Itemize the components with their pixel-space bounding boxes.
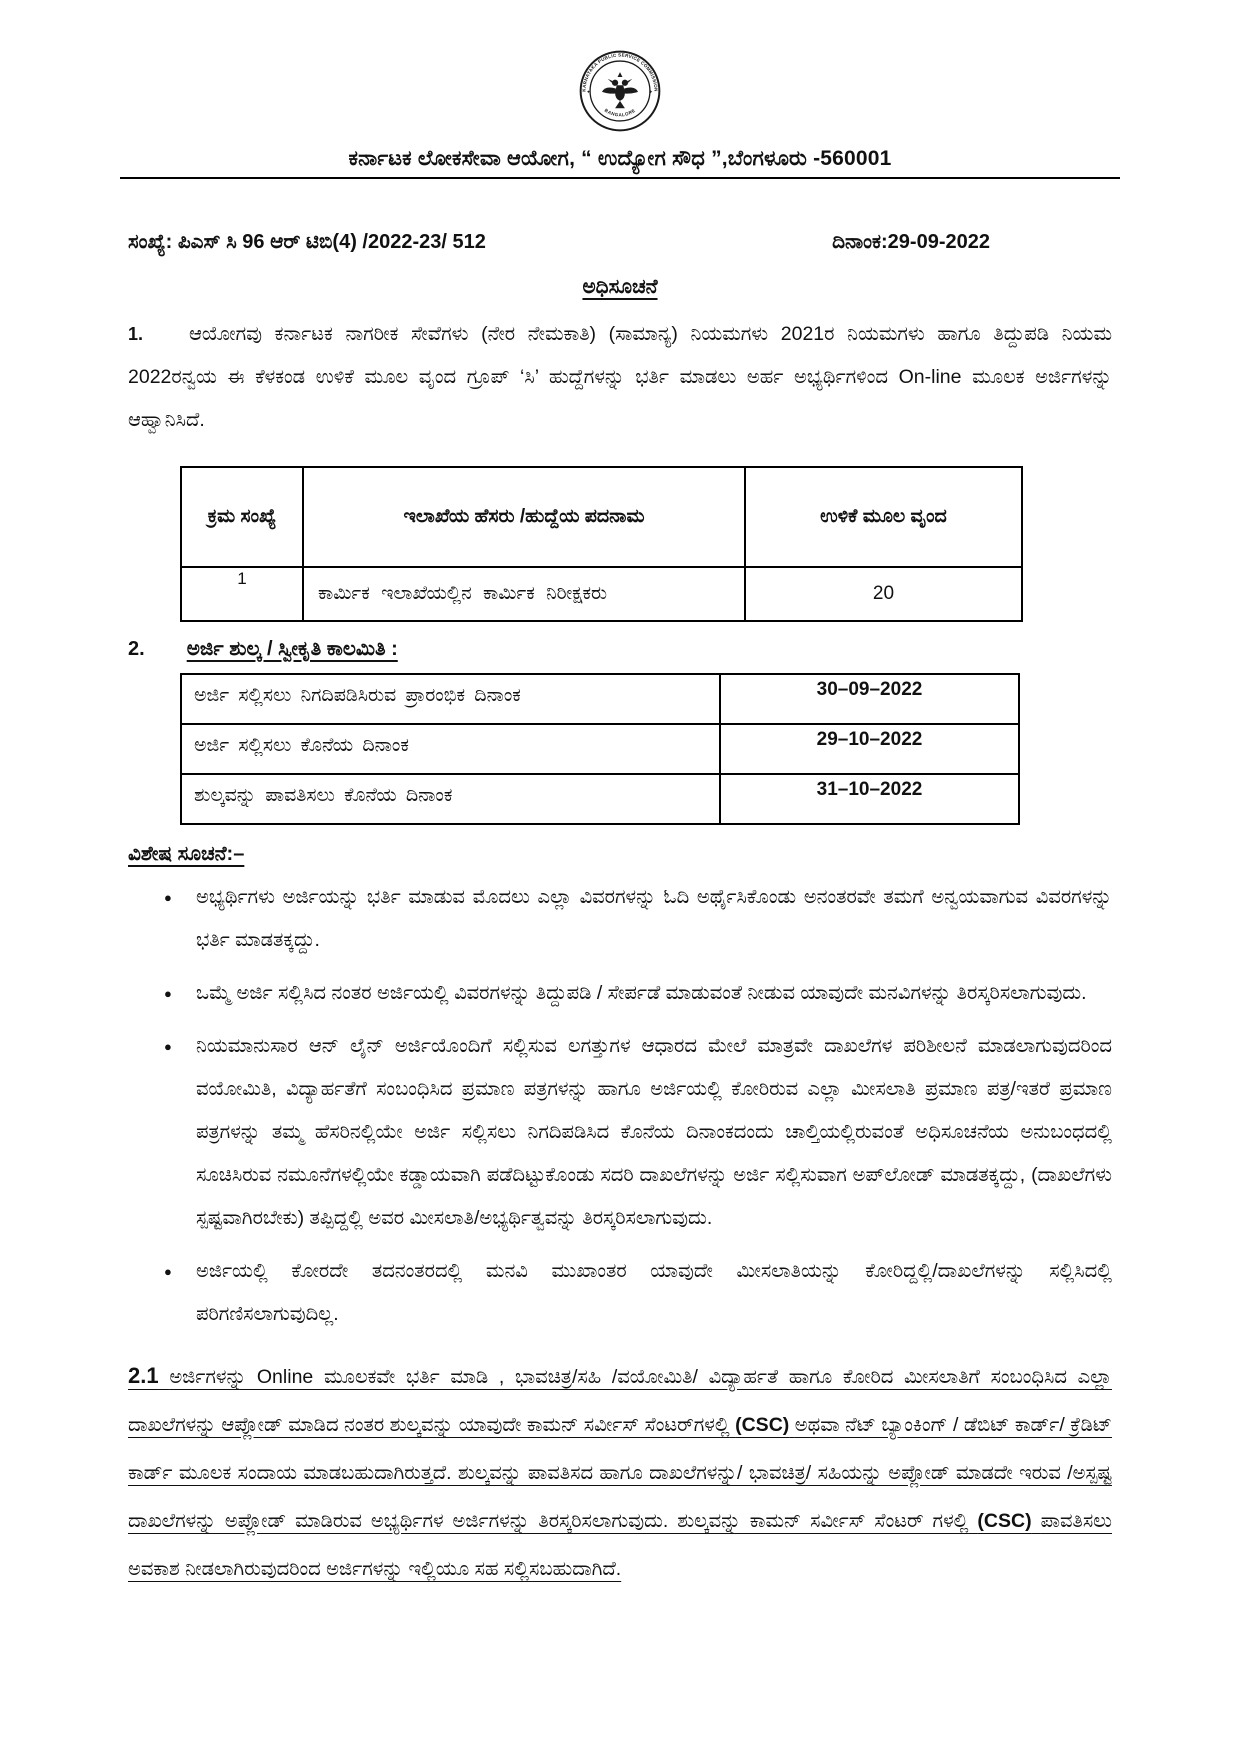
org-header-title: ಕರ್ನಾಟಕ ಲೋಕಸೇವಾ ಆಯೋಗ, “ ಉದ್ಯೋಗ ಸೌಧ ”,ಬೆಂಗಳೂರು -560001 [348,147,892,170]
posts-col-serial-header: ಕ್ರಮ ಸಂಖ್ಯೆ [181,467,303,567]
posts-table-header-row [181,467,1022,567]
seal-right-star-icon: ✦ [648,90,653,96]
header-divider [120,177,1120,179]
paragraph-1-text: ಆಯೋಗವು ಕರ್ನಾಟಕ ನಾಗರೀಕ ಸೇವೆಗಳು (ನೇರ ನೇಮಕಾತಿ) (ಸಾಮಾನ್ಯ) ನಿಯಮಗಳು 2021ರ ನಿಯಮಗಳು ಹಾಗೂ ತಿದ್ದುಪಡಿ ನಿಯಮ 2022ರನ್ವಯ ಈ ಕೆಳಕಂಡ ಉಳಿಕೆ ಮೂಲ ವೃಂದ ಗ್ರೂಪ್ ‘ಸಿ’ ಹುದ್ದೆಗಳನ್ನು ಭರ್ತಿ ಮಾಡಲು ಅರ್ಹ ಅಭ್ಯರ್ಥಿಗಳಿಂದ On-line ಮೂಲಕ ಅರ್ಜಿಗಳನ್ನು ಆಹ್ವಾನಿಸಿದೆ. [128,323,1112,431]
posts-col-vacancy-header: ಉಳಿಕೆ ಮೂಲ ವೃಂದ [745,467,1022,567]
special-note-text: ಅರ್ಜಿಯಲ್ಲಿ ಕೋರದೇ ತದನಂತರದಲ್ಲಿ ಮನವಿ ಮುಖಾಂತರ ಯಾವುದೇ ಮೀಸಲಾತಿಯನ್ನು ಕೋರಿದ್ದಲ್ಲಿ/ದಾಖಲೆಗಳನ್ನು ಸಲ್ಲಿಸಿದಲ್ಲಿ ಪರಿಗಣಿಸಲಾಗುವುದಿಲ್ಲ. [196,1260,1112,1325]
reference-number: ಸಂಖ್ಯೆ: ಪಿಎಸ್ ಸಿ 96 ಆರ್ ಟಿಬಿ(4) /2022-23/ 512 [128,231,486,253]
dates-table [180,673,1020,825]
posts-table [180,466,1023,622]
paragraph-1-number: 1. [128,324,144,344]
section-2-1-text: ಅರ್ಜಿಗಳನ್ನು Online ಮೂಲಕವೇ ಭರ್ತಿ ಮಾಡಿ , ಭಾವಚಿತ್ರ/ಸಹಿ /ವಯೋಮಿತಿ/ ವಿದ್ಯಾರ್ಹತೆ ಹಾಗೂ ಕೋರಿದ ಮೀಸಲಾತಿಗೆ ಸಂಬಂಧಿಸಿದ ಎಲ್ಲಾ ದಾಖಲೆಗಳನ್ನು ಆಪ್ಲೋಡ್ ಮಾಡಿದ ನಂತರ ಶುಲ್ಕವನ್ನು ಯಾವುದೇ ಕಾಮನ್ ಸರ್ವೀಸ್ ಸೆಂಟರ್‌ಗಳಲ್ಲಿ [128,1366,1113,1436]
start-date-value: 30–09–2022 [720,674,1019,724]
special-note-list [128,876,1112,1336]
post-serial-cell: 1 [181,567,303,621]
dates-table-row [181,674,1019,724]
last-date-value: 29–10–2022 [720,724,1019,774]
paragraph-1 [128,313,1112,442]
special-note-heading: ವಿಶೇಷ ಸೂಚನೆ:– [128,843,245,865]
reference-row [128,231,1112,254]
csc-abbreviation: (CSC) [735,1414,790,1436]
post-vacancy-cell: 20 [745,567,1022,621]
notification-date: ದಿನಾಂಕ:29-09-2022 [832,231,990,253]
seal-left-star-icon: ✦ [586,90,591,96]
kpsc-seal-icon [579,50,661,132]
special-note-text: ಅಭ್ಯರ್ಥಿಗಳು ಅರ್ಜಿಯನ್ನು ಭರ್ತಿ ಮಾಡುವ ಮೊದಲು ಎಲ್ಲಾ ವಿವರಗಳನ್ನು ಓದಿ ಅರ್ಥೈಸಿಕೊಂಡು ಅನಂತರವೇ ತಮಗೆ ಅನ್ವಯವಾಗುವ ವಿವರಗಳನ್ನು ಭರ್ತಿ ಮಾಡತಕ್ಕದ್ದು. [196,886,1112,951]
bullet-dot-icon: ● [164,890,172,905]
special-note-text: ಒಮ್ಮೆ ಅರ್ಜಿ ಸಲ್ಲಿಸಿದ ನಂತರ ಅರ್ಜಿಯಲ್ಲಿ ವಿವರಗಳನ್ನು ತಿದ್ದುಪಡಿ / ಸೇರ್ಪಡೆ ಮಾಡುವಂತೆ ನೀಡುವ ಯಾವುದೇ ಮನವಿಗಳನ್ನು ತಿರಸ್ಕರಿಸಲಾಗುವುದು. [196,982,1087,1004]
last-date-label: ಅರ್ಜಿ ಸಲ್ಲಿಸಲು ಕೊನೆಯ ದಿನಾಂಕ [181,724,720,774]
section-2-1-text: ಅಥವಾ ನೆಟ್ ಬ್ಯಾಂಕಿಂಗ್ / ಡೆಬಿಟ್ ಕಾರ್ಡ್/ ಕ್ರೆಡಿಟ್ ಕಾರ್ಡ್ ಮೂಲಕ ಸಂದಾಯ ಮಾಡಬಹುದಾಗಿರುತ್ತದೆ. ಶುಲ್ಕವನ್ನು ಪಾವತಿಸದ ಹಾಗೂ ದಾಖಲೆಗಳನ್ನು/ ಭಾವಚಿತ್ರ/ ಸಹಿಯನ್ನು ಅಪ್ಲೋಡ್ ಮಾಡದೇ ಇರುವ /ಅಸ್ಪಷ್ಟ ದಾಖಲೆಗಳನ್ನು ಅಪ್ಲೋಡ್ ಮಾಡಿರುವ ಅಭ್ಯರ್ಥಿಗಳ ಅರ್ಜಿಗಳನ್ನು ತಿರಸ್ಕರಿಸಲಾಗುವುದು. ಶುಲ್ಕವನ್ನು ಕಾಮನ್ ಸರ್ವೀಸ್ ಸೆಂಟರ್ ಗಳಲ್ಲಿ [128,1414,1112,1532]
post-name-cell: ಕಾರ್ಮಿಕ ಇಲಾಖೆಯಲ್ಲಿನ ಕಾರ್ಮಿಕ ನಿರೀಕ್ಷಕರು [303,567,745,621]
seal-ring-top-text: KARNATAKA PUBLIC SERVICE COMMISSION [581,52,659,92]
bullet-dot-icon: ● [164,986,172,1001]
posts-table-row [181,567,1022,621]
fee-last-date-label: ಶುಲ್ಕವನ್ನು ಪಾವತಿಸಲು ಕೊನೆಯ ದಿನಾಂಕ [181,774,720,824]
fee-last-date-value: 31–10–2022 [720,774,1019,824]
notification-title: ಅಧಿಸೂಚನೆ [582,276,658,298]
bullet-dot-icon: ● [164,1039,172,1054]
start-date-label: ಅರ್ಜಿ ಸಲ್ಲಿಸಲು ನಿಗದಿಪಡಿಸಿರುವ ಪ್ರಾರಂಭಿಕ ದಿನಾಂಕ [181,674,720,724]
section-2-heading: ಅರ್ಜಿ ಶುಲ್ಕ / ಸ್ವೀಕೃತಿ ಕಾಲಮಿತಿ : [186,638,398,660]
csc-abbreviation: (CSC) [977,1510,1032,1532]
logo-container [0,0,1240,137]
section-2-1-text: ಪಾವತಿಸಲು ಅವಕಾಶ ನೀಡಲಾಗಿರುವುದರಿಂದ ಅರ್ಜಿಗಳನ್ನು ಇಲ್ಲಿಯೂ ಸಹ ಸಲ್ಲಿಸಬಹುದಾಗಿದೆ. [128,1510,1113,1580]
section-2-heading-row [128,638,1112,661]
section-2-number: 2. [128,638,145,660]
section-2-1-number: 2.1 [128,1363,159,1388]
section-2-1-paragraph [128,1352,1112,1593]
special-note-item [128,972,1112,1015]
special-note-item [128,876,1112,962]
posts-col-name-header: ಇಲಾಖೆಯ ಹೆಸರು /ಹುದ್ದೆಯ ಪದನಾಮ [303,467,745,567]
special-note-item [128,1025,1112,1240]
dates-table-row [181,724,1019,774]
special-note-text: ನಿಯಮಾನುಸಾರ ಆನ್ ಲೈನ್ ಅರ್ಜಿಯೊಂದಿಗೆ ಸಲ್ಲಿಸುವ ಲಗತ್ತುಗಳ ಆಧಾರದ ಮೇಲೆ ಮಾತ್ರವೇ ದಾಖಲೆಗಳ ಪರಿಶೀಲನೆ ಮಾಡಲಾಗುವುದರಿಂದ ವಯೋಮಿತಿ, ವಿದ್ಯಾರ್ಹತೆಗೆ ಸಂಬಂಧಿಸಿದ ಪ್ರಮಾಣ ಪತ್ರಗಳನ್ನು ಹಾಗೂ ಅರ್ಜಿಯಲ್ಲಿ ಕೋರಿರುವ ಎಲ್ಲಾ ಮೀಸಲಾತಿ ಪ್ರಮಾಣ ಪತ್ರ/ಇತರೆ ಪ್ರಮಾಣ ಪತ್ರಗಳನ್ನು ತಮ್ಮ ಹೆಸರಿನಲ್ಲಿಯೇ ಅರ್ಜಿ ಸಲ್ಲಿಸಲು ನಿಗದಿಪಡಿಸಿದ ಕೊನೆಯ ದಿನಾಂಕದಂದು ಚಾಲ್ತಿಯಲ್ಲಿರುವಂತೆ ಅಧಿಸೂಚನೆಯ ಅನುಬಂಧದಲ್ಲಿ ಸೂಚಿಸಿರುವ ನಮೂನೆಗಳಲ್ಲಿಯೇ ಕಡ್ಡಾಯವಾಗಿ ಪಡೆದಿಟ್ಟುಕೊಂಡು ಸದರಿ ದಾಖಲೆಗಳನ್ನು ಅರ್ಜಿ ಸಲ್ಲಿಸುವಾಗ ಅಪ್‌ಲೋಡ್ ಮಾಡತಕ್ಕದ್ದು, (ದಾಖಲೆಗಳು ಸ್ಪಷ್ಟವಾಗಿರಬೇಕು) ತಪ್ಪಿದ್ದಲ್ಲಿ ಅವರ ಮೀಸಲಾತಿ/ಅಭ್ಯರ್ಥಿತ್ವವನ್ನು ತಿರಸ್ಕರಿಸಲಾಗುವುದು. [196,1035,1112,1229]
dates-table-row [181,774,1019,824]
seal-ring-bottom-text: BANGALORE [603,107,637,118]
bullet-dot-icon: ● [164,1264,172,1279]
special-note-item [128,1250,1112,1336]
